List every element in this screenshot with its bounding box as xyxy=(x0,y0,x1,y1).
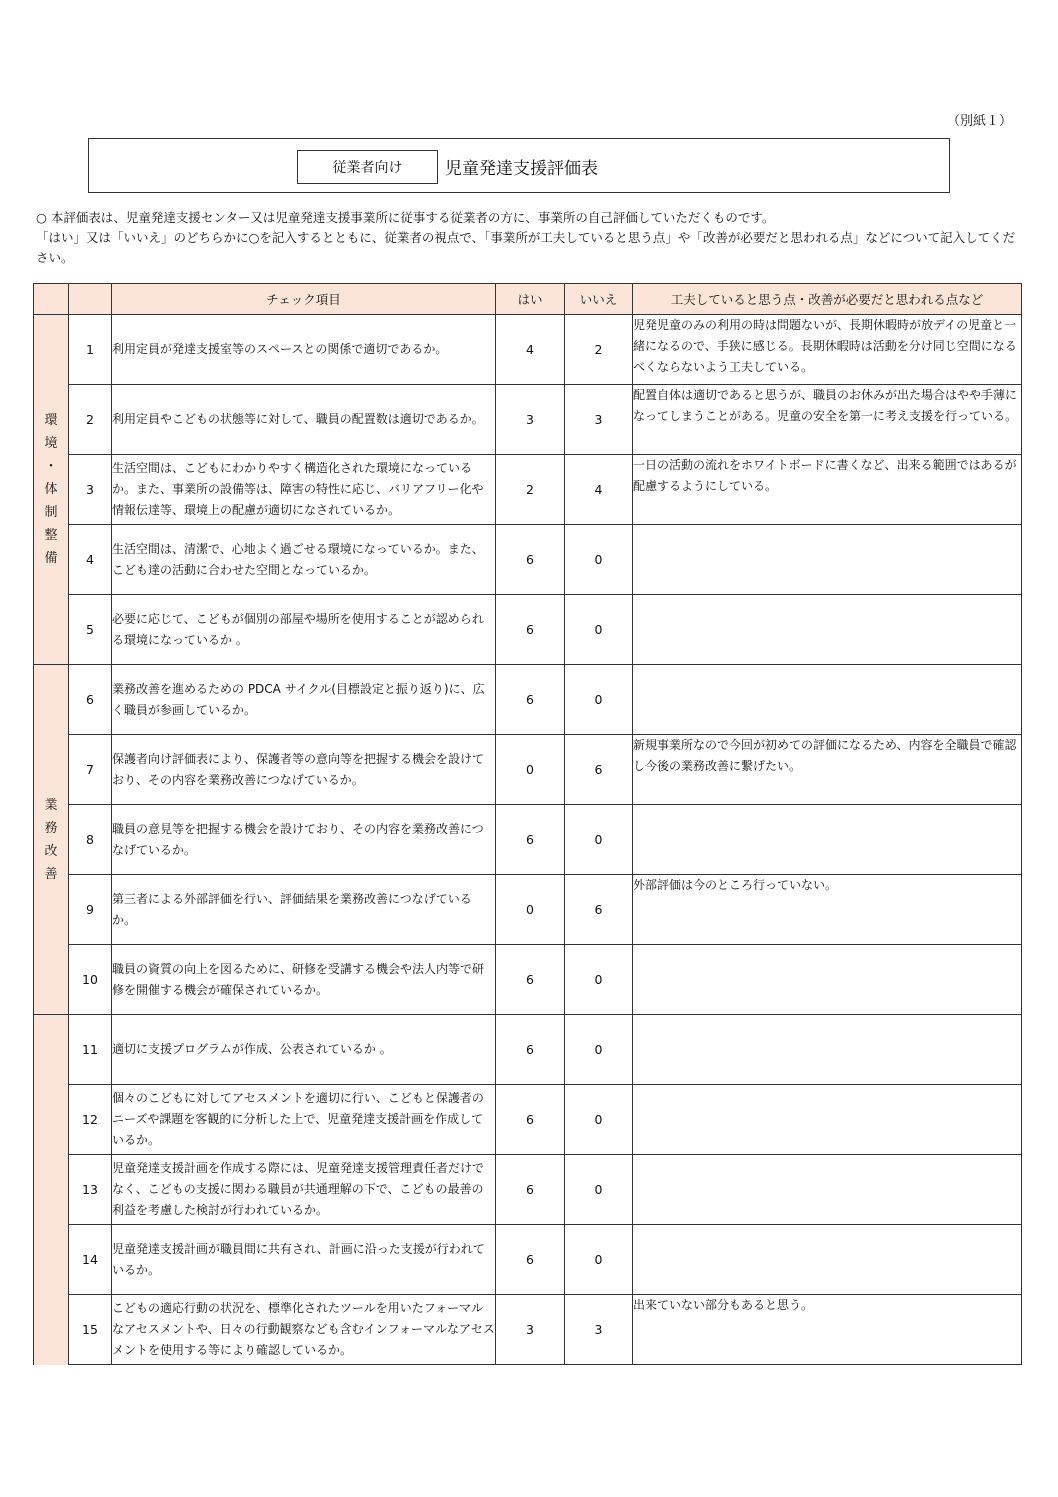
row-number: 15 xyxy=(69,1295,112,1365)
row-number: 3 xyxy=(69,455,112,525)
check-item: 生活空間は、清潔で、心地よく過ごせる環境になっているか。また、こども達の活動に合わせた空間となっているか。 xyxy=(112,525,496,595)
category-char: 改 xyxy=(44,843,58,859)
row-number: 9 xyxy=(69,875,112,945)
row-number: 1 xyxy=(69,315,112,385)
yes-count: 6 xyxy=(496,525,565,595)
yes-count: 2 xyxy=(496,455,565,525)
no-count: 2 xyxy=(565,315,633,385)
table-row xyxy=(34,525,1022,595)
comment xyxy=(633,1225,1022,1295)
comment: 外部評価は今のところ行っていない。 xyxy=(633,875,1022,945)
header-category xyxy=(34,284,69,315)
no-count: 6 xyxy=(565,875,633,945)
yes-count: 3 xyxy=(496,385,565,455)
header-no: いいえ xyxy=(565,284,633,315)
category-char: ・ xyxy=(44,459,58,474)
yes-count: 6 xyxy=(496,1085,565,1155)
yes-count: 6 xyxy=(496,1225,565,1295)
intro-text xyxy=(36,208,1026,268)
yes-count: 6 xyxy=(496,945,565,1015)
intro-line-2: 「はい」又は「いいえ」のどちらかに○を記入するとともに、従業者の視点で、「事業所が工夫していると思う点」や「改善が必要だと思われる点」などについて記入してください。 xyxy=(36,230,1016,265)
row-number: 6 xyxy=(69,665,112,735)
header-comment: 工夫していると思う点・改善が必要だと思われる点など xyxy=(633,284,1022,315)
table-row xyxy=(34,1295,1022,1365)
target-badge: 従業者向け xyxy=(297,150,438,184)
category-support-planning xyxy=(34,1015,69,1365)
table-header-row xyxy=(34,284,1022,315)
row-number: 13 xyxy=(69,1155,112,1225)
header-check-item: チェック項目 xyxy=(112,284,496,315)
comment: 新規事業所なので今回が初めての評価になるため、内容を全職員で確認し今後の業務改善に繋げたい。 xyxy=(633,735,1022,805)
comment xyxy=(633,1155,1022,1225)
comment xyxy=(633,945,1022,1015)
row-number: 10 xyxy=(69,945,112,1015)
comment xyxy=(633,1015,1022,1085)
table-row xyxy=(34,735,1022,805)
comment xyxy=(633,595,1022,665)
check-item: 個々のこどもに対してアセスメントを適切に行い、こどもと保護者のニーズや課題を客観的に分析した上で、児童発達支援計画を作成しているか。 xyxy=(112,1085,496,1155)
check-item: 第三者による外部評価を行い、評価結果を業務改善につなげているか。 xyxy=(112,875,496,945)
comment xyxy=(633,665,1022,735)
row-number: 11 xyxy=(69,1015,112,1085)
row-number: 14 xyxy=(69,1225,112,1295)
no-count: 0 xyxy=(565,805,633,875)
check-item: 業務改善を進めるための PDCA サイクル(目標設定と振り返り)に、広く職員が参画しているか。 xyxy=(112,665,496,735)
table-row xyxy=(34,945,1022,1015)
yes-count: 4 xyxy=(496,315,565,385)
no-count: 0 xyxy=(565,1225,633,1295)
category-business-improvement xyxy=(34,665,69,1015)
no-count: 6 xyxy=(565,735,633,805)
table-row xyxy=(34,1085,1022,1155)
row-number: 4 xyxy=(69,525,112,595)
table-row xyxy=(34,1015,1022,1085)
comment: 一日の活動の流れをホワイトボードに書くなど、出来る範囲ではあるが配慮するようにしている。 xyxy=(633,455,1022,525)
category-char: 務 xyxy=(44,820,58,836)
category-char: 備 xyxy=(44,551,58,566)
evaluation-table xyxy=(33,283,1022,1365)
table-row xyxy=(34,875,1022,945)
comment xyxy=(633,805,1022,875)
table-row xyxy=(34,1155,1022,1225)
page-title: 児童発達支援評価表 xyxy=(445,159,598,179)
comment: 配置自体は適切であると思うが、職員のお休みが出た場合はやや手薄になってしまうことがある。児童の安全を第一に考え支援を行っている。 xyxy=(633,385,1022,455)
check-item: 保護者向け評価表により、保護者等の意向等を把握する機会を設けており、その内容を業務改善につなげているか。 xyxy=(112,735,496,805)
row-number: 12 xyxy=(69,1085,112,1155)
attachment-label: （別紙１） xyxy=(946,114,1012,129)
check-item: 職員の意見等を把握する機会を設けており、その内容を業務改善につなげているか。 xyxy=(112,805,496,875)
no-count: 0 xyxy=(565,1015,633,1085)
comment xyxy=(633,1085,1022,1155)
table-row xyxy=(34,315,1022,385)
comment: 児発児童のみの利用の時は問題ないが、長期休暇時が放デイの児童と一緒になるので、手狭に感じる。長期休暇時は活動を分け同じ空間になるべくならないよう工夫している。 xyxy=(633,315,1022,385)
table-row xyxy=(34,665,1022,735)
category-char: 制 xyxy=(44,505,58,520)
table-row xyxy=(34,385,1022,455)
no-count: 3 xyxy=(565,1295,633,1365)
category-char: 体 xyxy=(44,482,58,497)
row-number: 5 xyxy=(69,595,112,665)
row-number: 8 xyxy=(69,805,112,875)
no-count: 0 xyxy=(565,1155,633,1225)
category-environment xyxy=(34,315,69,665)
category-char: 環 xyxy=(44,413,58,428)
check-item: 児童発達支援計画を作成する際には、児童発達支援管理責任者だけでなく、こどもの支援に関わる職員が共通理解の下で、こどもの最善の利益を考慮した検討が行われているか。 xyxy=(112,1155,496,1225)
category-char: 整 xyxy=(44,528,58,543)
check-item: 必要に応じて、こどもが個別の部屋や場所を使用することが認められる環境になっているか 。 xyxy=(112,595,496,665)
check-item: 適切に支援プログラムが作成、公表されているか 。 xyxy=(112,1015,496,1085)
yes-count: 0 xyxy=(496,875,565,945)
table-row xyxy=(34,455,1022,525)
no-count: 3 xyxy=(565,385,633,455)
check-item: 職員の資質の向上を図るために、研修を受講する機会や法人内等で研修を開催する機会が確保されているか。 xyxy=(112,945,496,1015)
check-item: 利用定員やこどもの状態等に対して、職員の配置数は適切であるか。 xyxy=(112,385,496,455)
no-count: 0 xyxy=(565,945,633,1015)
comment: 出来ていない部分もあると思う。 xyxy=(633,1295,1022,1365)
no-count: 0 xyxy=(565,665,633,735)
yes-count: 0 xyxy=(496,735,565,805)
no-count: 0 xyxy=(565,1085,633,1155)
no-count: 4 xyxy=(565,455,633,525)
intro-line-1: ○ 本評価表は、児童発達支援センター又は児童発達支援事業所に従事する従業者の方に、事業所の自己評価していただくものです。 xyxy=(36,210,775,225)
yes-count: 6 xyxy=(496,665,565,735)
table-row xyxy=(34,595,1022,665)
check-item: 児童発達支援計画が職員間に共有され、計画に沿った支援が行われているか。 xyxy=(112,1225,496,1295)
row-number: 7 xyxy=(69,735,112,805)
row-number: 2 xyxy=(69,385,112,455)
yes-count: 6 xyxy=(496,805,565,875)
check-item: 生活空間は、こどもにわかりやすく構造化された環境になっているか。また、事業所の設備等は、障害の特性に応じ、バリアフリー化や情報伝達等、環境上の配慮が適切になされているか。 xyxy=(112,455,496,525)
comment xyxy=(633,525,1022,595)
check-item: こどもの適応行動の状況を、標準化されたツールを用いたフォーマルなアセスメントや、日々の行動観察なども含むインフォーマルなアセスメントを使用する等により確認しているか。 xyxy=(112,1295,496,1365)
no-count: 0 xyxy=(565,595,633,665)
table-row xyxy=(34,805,1022,875)
yes-count: 6 xyxy=(496,595,565,665)
no-count: 0 xyxy=(565,525,633,595)
yes-count: 3 xyxy=(496,1295,565,1365)
header-number xyxy=(69,284,112,315)
category-char: 業 xyxy=(44,797,58,813)
category-char: 善 xyxy=(44,866,58,882)
yes-count: 6 xyxy=(496,1155,565,1225)
category-char: 境 xyxy=(44,436,58,451)
yes-count: 6 xyxy=(496,1015,565,1085)
table-row xyxy=(34,1225,1022,1295)
check-item: 利用定員が発達支援室等のスペースとの関係で適切であるか。 xyxy=(112,315,496,385)
header-yes: はい xyxy=(496,284,565,315)
title-box xyxy=(88,138,950,193)
